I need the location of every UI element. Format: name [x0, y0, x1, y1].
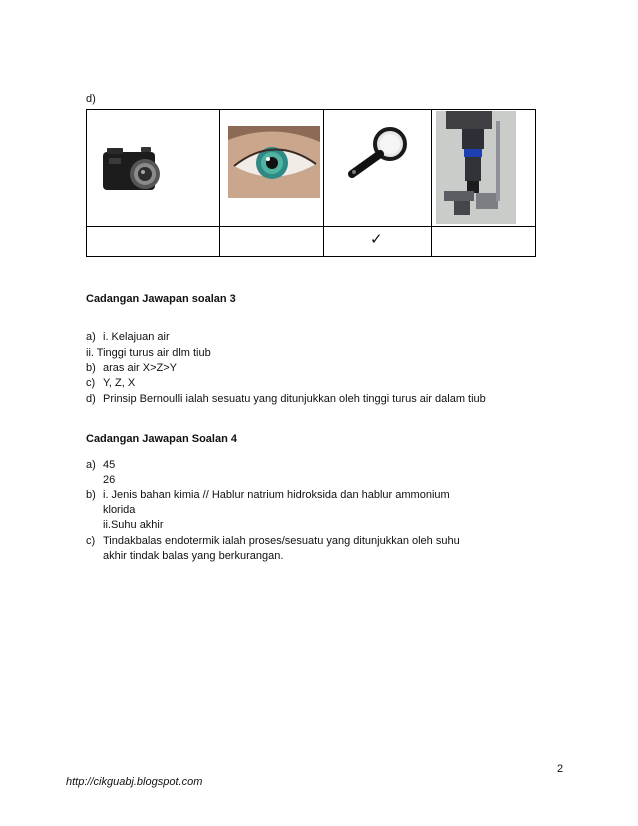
item-text: Y, Z, X	[103, 377, 136, 389]
question-label: d)	[86, 93, 96, 105]
item-text: Tindakbalas endotermik ialah proses/sesuatu yang ditunjukkan oleh suhu	[103, 535, 460, 547]
list-item	[86, 534, 460, 548]
magnifier-cell	[324, 110, 432, 227]
item-label: b)	[86, 489, 96, 501]
list-item	[103, 518, 164, 532]
item-text: ii. Tinggi turus air dlm tiub	[86, 347, 211, 359]
answer-cell-1	[87, 227, 220, 257]
magnifying-glass-icon	[342, 124, 412, 180]
item-text: 45	[103, 459, 116, 471]
page-number: 2	[557, 763, 564, 775]
microscope-icon	[436, 111, 516, 224]
item-text: ii.Suhu akhir	[103, 519, 164, 531]
item-text: akhir tindak balas yang berkurangan.	[103, 550, 284, 562]
section4-heading: Cadangan Jawapan Soalan 4	[86, 433, 237, 445]
item-label: d)	[86, 393, 96, 405]
list-item	[86, 376, 135, 390]
eye-cell	[220, 110, 324, 227]
list-item	[86, 392, 486, 406]
check-mark-icon: ✓	[370, 231, 383, 248]
section3-heading: Cadangan Jawapan soalan 3	[86, 293, 236, 305]
answer-cell-2	[220, 227, 324, 257]
list-item	[103, 549, 283, 563]
answer-cell-4	[432, 227, 536, 257]
list-item	[86, 361, 177, 375]
list-item	[103, 473, 115, 487]
item-text: Prinsip Bernoulli ialah sesuatu yang ditunjukkan oleh tinggi turus air dalam tiub	[103, 393, 486, 405]
list-item	[86, 458, 115, 472]
item-text: i. Kelajuan air	[103, 331, 170, 343]
image-answer-table	[86, 109, 536, 257]
answer-cell-3	[324, 227, 432, 257]
item-text: aras air X>Z>Y	[103, 362, 177, 374]
item-text: 26	[103, 474, 116, 486]
camera-cell	[87, 110, 220, 227]
list-item	[103, 503, 135, 517]
footer-url[interactable]: http://cikguabj.blogspot.com	[66, 776, 203, 788]
item-text: klorida	[103, 504, 136, 516]
item-label: c)	[86, 377, 96, 389]
item-label: c)	[86, 535, 96, 547]
item-label: a)	[86, 459, 96, 471]
list-item	[86, 488, 450, 502]
item-label: a)	[86, 331, 96, 343]
eye-icon	[228, 126, 320, 198]
microscope-cell	[432, 110, 536, 227]
list-item	[86, 330, 170, 344]
list-item	[86, 346, 211, 360]
item-label: b)	[86, 362, 96, 374]
item-text: i. Jenis bahan kimia // Hablur natrium hidroksida dan hablur ammonium	[103, 489, 450, 501]
camera-icon	[101, 144, 163, 196]
